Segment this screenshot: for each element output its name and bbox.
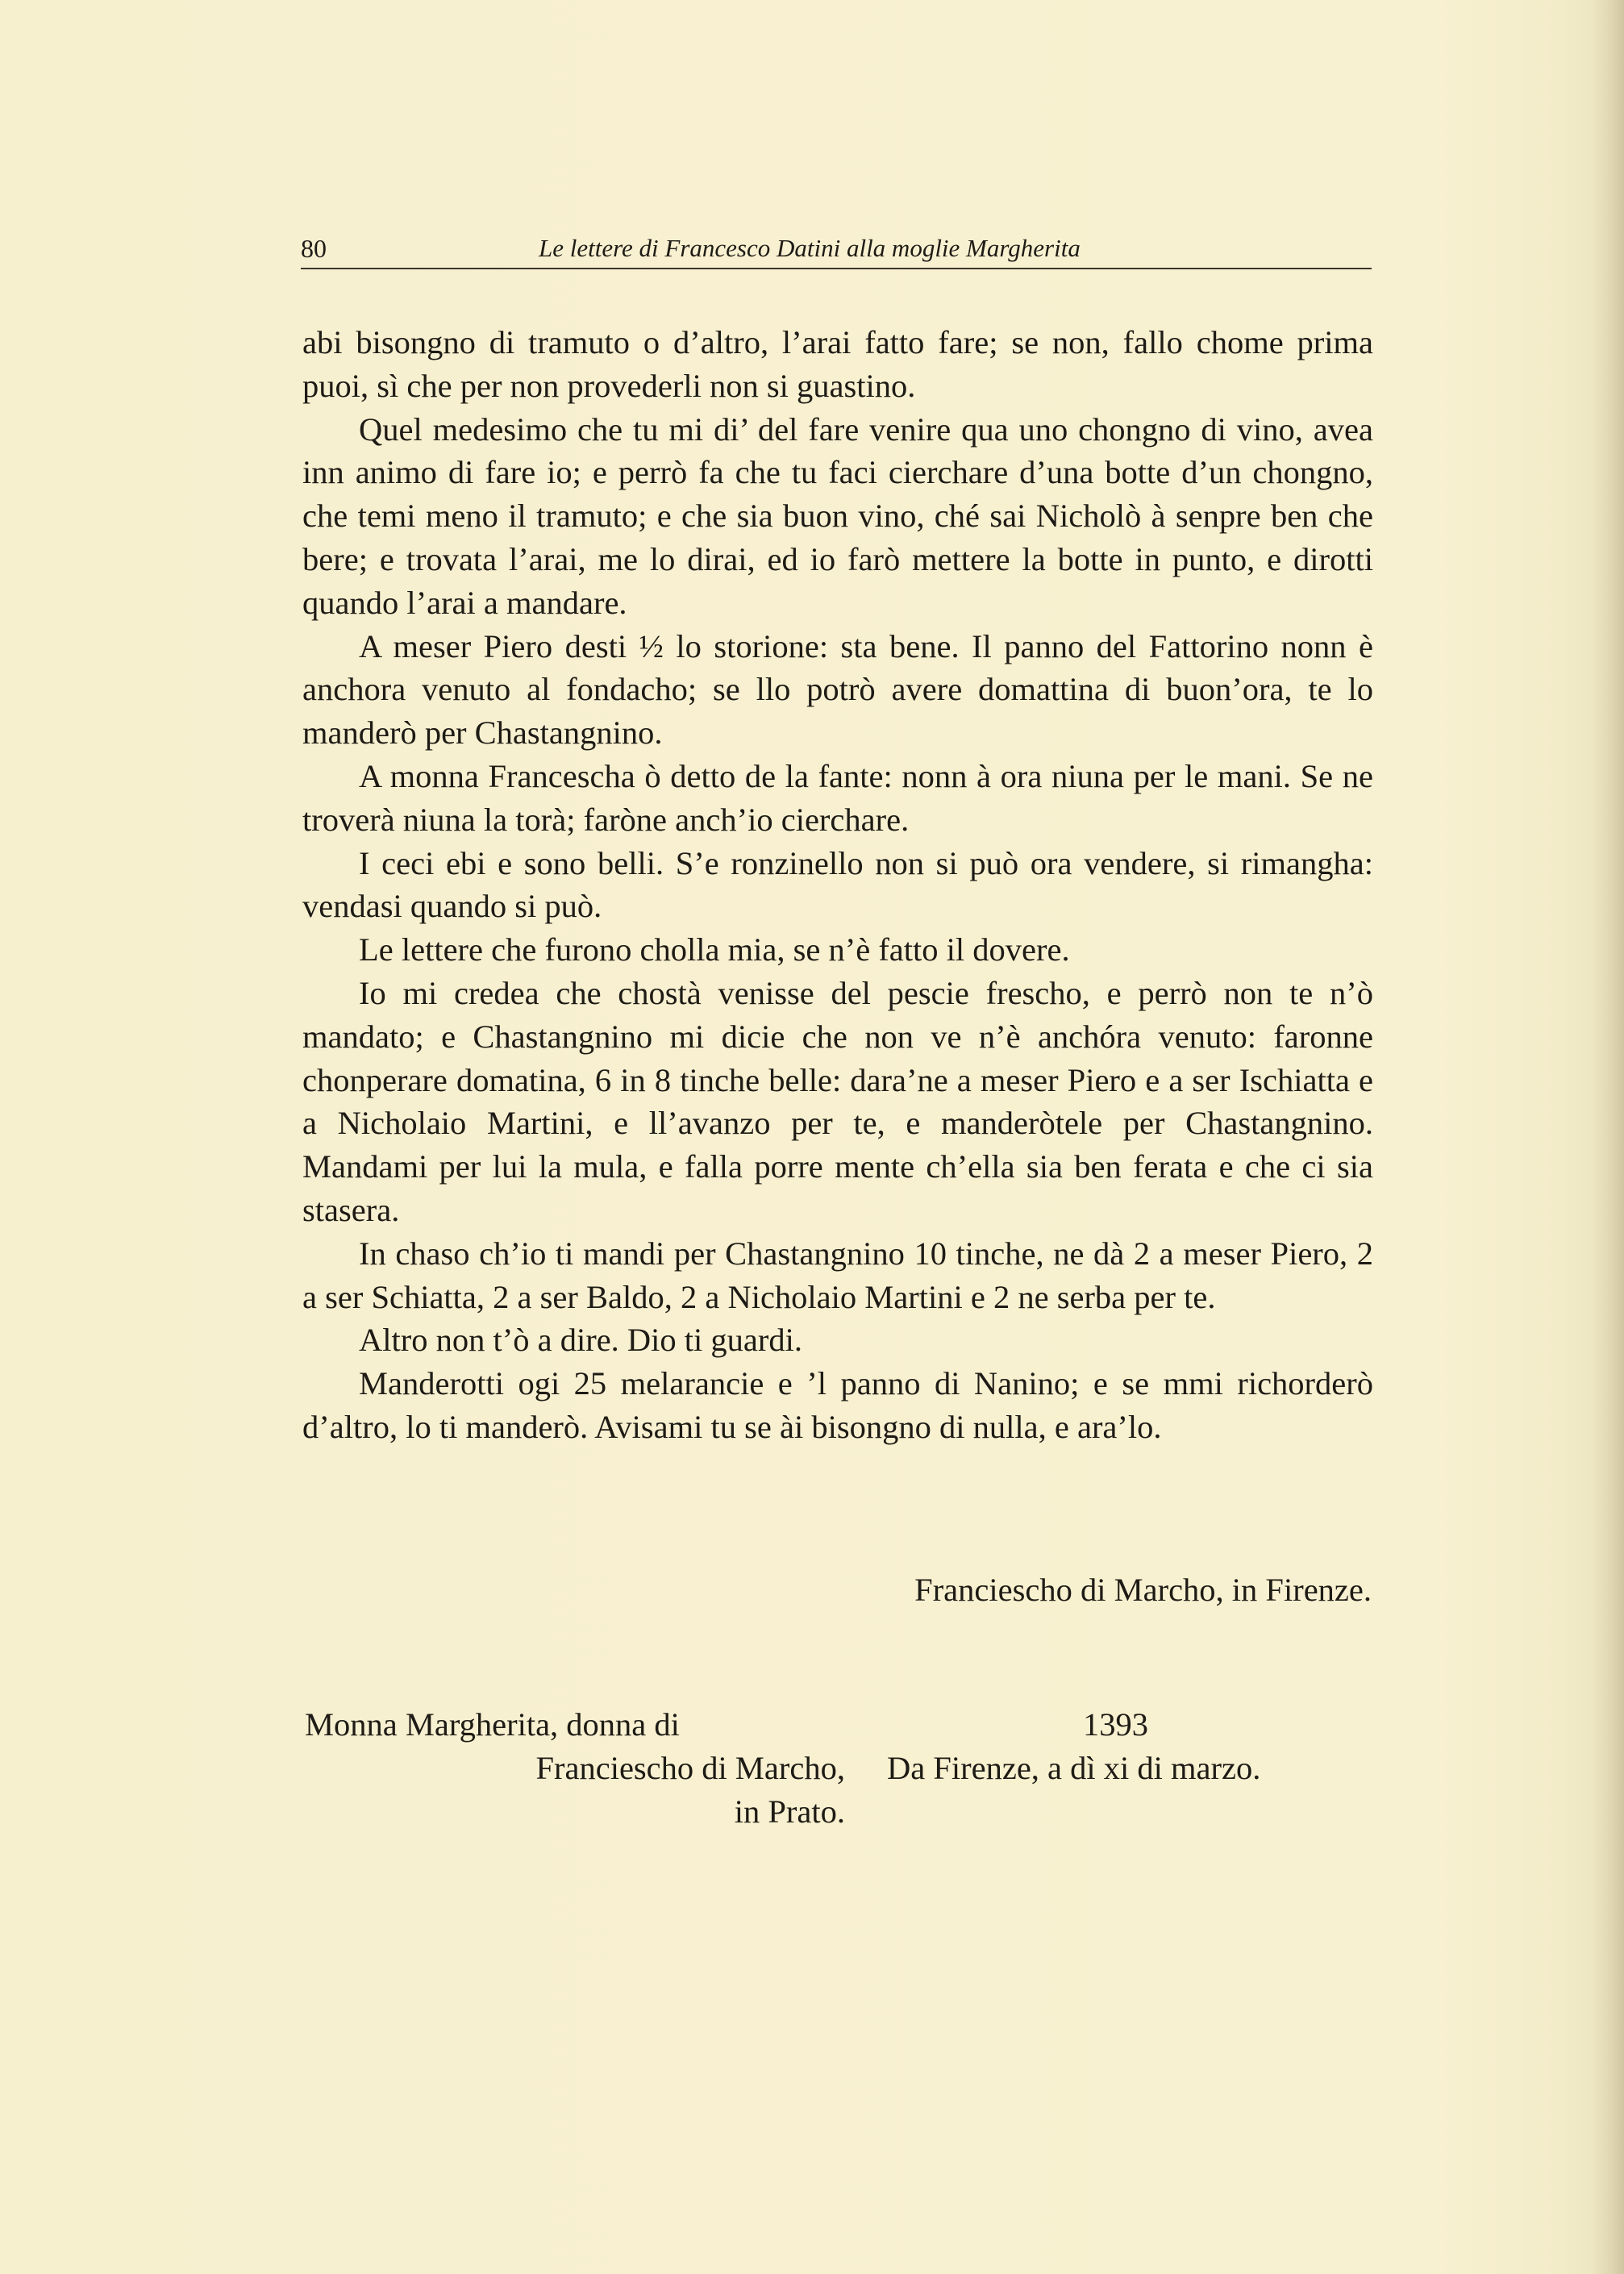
paragraph: Altro non t’ò a dire. Dio ti guardi. bbox=[359, 1322, 803, 1359]
paragraph: A monna Franceschа ò detto de la fante: nonn à ora niuna per le mani. Se ne troverà niuna la torà; faròne anch’io cierchare. bbox=[302, 757, 1373, 838]
paragraph: Io mi credea che chostà venisse del pescie frescho, e perrò non te n’ò mandato; e Chastangnino mi dicie che non ve n’è anchóra venuto: faronne chonperare domatina, 6 in 8 tinche belle: dara’ne a meser Piero e a ser Ischiatta e a Nicholaio Martini, e ll’avanzo per te, e manderòtele per Chastangnino. Mandami per lui la mula, e falla porre mente ch’ella sia ben ferata e che ci sia stasera. bbox=[302, 974, 1373, 1228]
paragraph: I ceci ebi e sono belli. S’e ronzinello non si può ora vendere, si rimangha: vendasi quando si può. bbox=[302, 844, 1373, 925]
letter-place-date: Da Firenze, a dì xi di marzo. bbox=[887, 1750, 1261, 1786]
paragraph: Quel medesimo che tu mi di’ del fare venire qua uno chongno di vino, avea inn animo di fare io; e perrò fa che tu faci cierchare d’una botte d’un chongno, che temi meno il tramuto; e che sia buon vino, ché sai Nicholò à senpre ben che bere; e trovata l’arai, me lo dirai, ed io farò mettere la botte in punto, e dirotti quando l’arai a mandare. bbox=[302, 410, 1373, 621]
letter-signature: Franciescho di Marcho, in Firenze. bbox=[914, 1572, 1372, 1608]
address-line: in Prato. bbox=[734, 1793, 845, 1830]
page-number: 80 bbox=[301, 234, 327, 263]
letter-body bbox=[302, 321, 1373, 1449]
paragraph: Le lettere che furono cholla mia, se n’è fatto il dovere. bbox=[359, 931, 1070, 968]
paragraph: A meser Piero desti ½ lo storione: sta bene. Il panno del Fattorino nonn è anchora venuto al fondacho; se llo potrò avere domattina di buon’ora, te lo manderò per Chastangnino. bbox=[302, 627, 1373, 752]
address-line: Monna Margherita, donna di bbox=[305, 1706, 680, 1743]
running-title: Le lettere di Francesco Datini alla moglie Margherita bbox=[539, 234, 1081, 262]
address-line: Franciescho di Marcho, bbox=[535, 1750, 845, 1786]
paragraph: In chaso ch’io ti mandi per Chastangnino 10 tinche, ne dà 2 a meser Piero, 2 a ser Schiatta, 2 a ser Baldo, 2 a Nicholaio Martini e 2 ne serba per te. bbox=[302, 1235, 1373, 1315]
letter-address bbox=[305, 1703, 845, 1834]
page-header bbox=[301, 232, 1372, 269]
letter-year: 1393 bbox=[1083, 1706, 1148, 1743]
paragraph: Manderotti ogi 25 melarancie e ’l panno di Nanino; e se mmi richorderò d’altro, lo ti manderò. Avisami tu se ài bisongno di nulla, e ara’lo. bbox=[302, 1365, 1373, 1445]
page-edge-shadow bbox=[1592, 0, 1624, 2274]
paragraph: abi bisongno di tramuto o d’altro, l’arai fatto fare; se non, fallo chome prima puoi, sì che per non provederli non si guastino. bbox=[302, 324, 1373, 404]
